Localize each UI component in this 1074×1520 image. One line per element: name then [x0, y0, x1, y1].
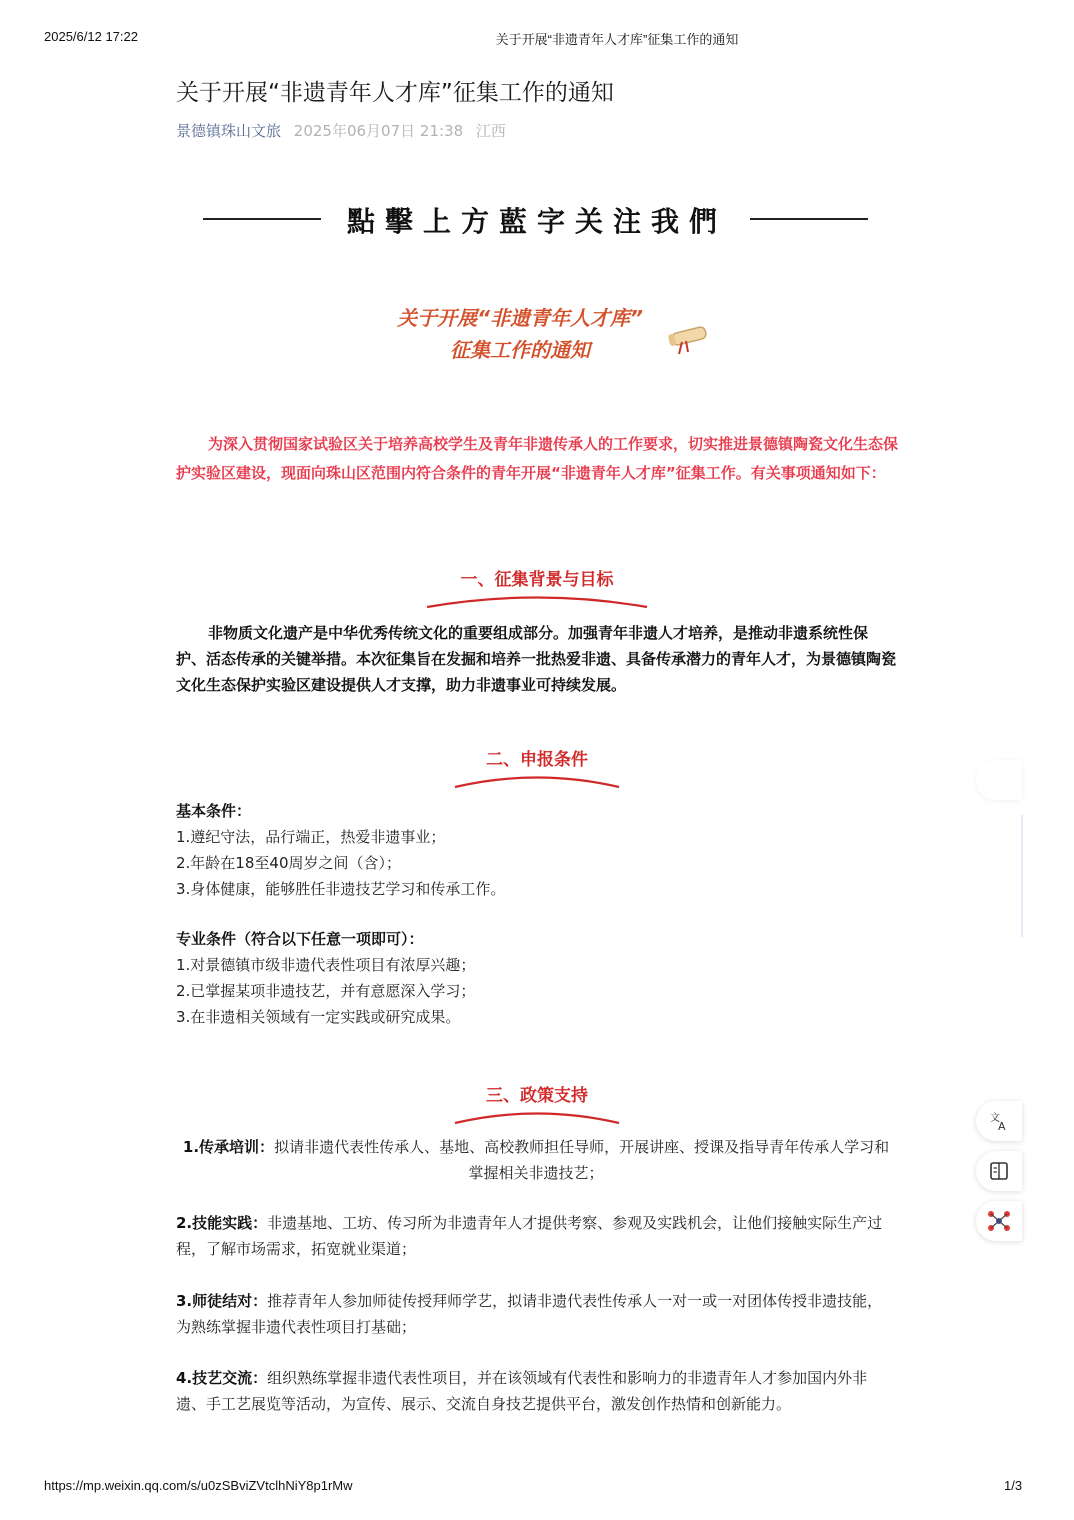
pro-conditions-label: 专业条件（符合以下任意一项即可）： — [176, 930, 424, 948]
policy-text: 拟请非遗代表性传承人、基地、高校教师担任导师，开展讲座、授课及指导青年传承人学习和掌握相关非遗技艺； — [274, 1138, 890, 1182]
author-link[interactable]: 景德镇珠山文旅 — [176, 122, 282, 140]
article-meta — [176, 120, 506, 141]
banner-subtitle-line1: 关于开展“非遗青年人才库” — [397, 306, 643, 330]
policy-item — [176, 1134, 896, 1186]
policy-item — [176, 1365, 896, 1417]
print-page-title: 关于开展“非遗青年人才库”征集工作的通知 — [495, 32, 739, 47]
section2-heading: 二、申报条件 — [486, 750, 588, 770]
list-item: 2.年龄在18至40周岁之间（含）； — [176, 854, 401, 872]
section2-underline — [453, 772, 621, 790]
policy-text: 推荐青年人参加师徒传授拜师学艺，拟请非遗代表性传承人一对一或一对团体传授非遗技能，为熟练掌握非遗代表性项目打基础； — [176, 1292, 883, 1336]
intro-paragraph: 为深入贯彻国家试验区关于培养高校学生及青年非遗传承人的工作要求，切实推进景德镇陶瓷文化生态保护实验区建设，现面向珠山区范围内符合条件的青年开展“非遗青年人才库”征集工作。有关事项通知如下： — [176, 435, 899, 482]
reader-icon — [988, 1160, 1010, 1182]
policy-label: 4.技艺交流： — [176, 1369, 268, 1387]
section1-underline — [425, 592, 649, 610]
divider-left — [203, 218, 321, 220]
share-button[interactable] — [976, 1201, 1022, 1241]
svg-text:文: 文 — [990, 1113, 1000, 1124]
banner-subtitle-line2: 征集工作的通知 — [450, 338, 590, 362]
list-item: 1.对景德镇市级非遗代表性项目有浓厚兴趣； — [176, 956, 476, 974]
section3-underline — [453, 1108, 621, 1126]
policy-text: 组织熟练掌握非遗代表性项目，并在该领域有代表性和影响力的非遗青年人才参加国内外非遗、手工艺展览等活动，为宣传、展示、交流自身技艺提供平台，激发创作热情和创新能力。 — [176, 1369, 868, 1413]
share-icon — [987, 1210, 1011, 1232]
policy-item — [176, 1288, 896, 1340]
article-title: 关于开展“非遗青年人才库”征集工作的通知 — [176, 80, 614, 106]
reader-button[interactable] — [976, 1151, 1022, 1191]
publish-location: 江西 — [475, 122, 506, 140]
policy-label: 1.传承培训： — [182, 1138, 275, 1156]
svg-text:A: A — [998, 1120, 1006, 1132]
side-tool-placeholder[interactable] — [976, 760, 1022, 800]
scrollbar[interactable] — [1021, 815, 1023, 937]
policy-label: 2.技能实践： — [176, 1214, 268, 1232]
print-datetime: 2025/6/12 17:22 — [44, 29, 138, 44]
basic-conditions-label: 基本条件： — [176, 802, 252, 820]
pro-conditions — [176, 926, 896, 1030]
section3-heading: 三、政策支持 — [486, 1086, 588, 1106]
policy-item — [176, 1210, 896, 1262]
print-page-number: 1/3 — [1004, 1478, 1023, 1493]
follow-banner: 點擊上方藍字关注我們 — [346, 205, 727, 238]
translate-icon — [988, 1110, 1010, 1132]
section1-text: 非物质文化遗产是中华优秀传统文化的重要组成部分。加强青年非遗人才培养，是推动非遗系统性保护、活态传承的关键举措。本次征集旨在发掘和培养一批热爱非遗、具备传承潜力的青年人才，为景德镇陶瓷文化生态保护实验区建设提供人才支撑，助力非遗事业可持续发展。 — [176, 624, 897, 694]
scroll-icon — [666, 322, 712, 356]
basic-conditions — [176, 798, 896, 902]
policy-label: 3.师徒结对： — [176, 1292, 268, 1310]
list-item: 2.已掌握某项非遗技艺，并有意愿深入学习； — [176, 982, 476, 1000]
section1-heading: 一、征集背景与目标 — [460, 570, 614, 590]
list-item: 1.遵纪守法，品行端正，热爱非遗事业； — [176, 828, 446, 846]
publish-date: 2025年06月07日 21:38 — [293, 122, 464, 140]
list-item: 3.身体健康，能够胜任非遗技艺学习和传承工作。 — [176, 880, 506, 898]
translate-button[interactable] — [976, 1101, 1022, 1141]
print-url: https://mp.weixin.qq.com/s/u0zSBviZVtclhNiY8p1rMw — [44, 1478, 353, 1493]
list-item: 3.在非遗相关领域有一定实践或研究成果。 — [176, 1008, 461, 1026]
divider-right — [750, 218, 868, 220]
policy-text: 非遗基地、工坊、传习所为非遗青年人才提供考察、参观及实践机会，让他们接触实际生产过程，了解市场需求，拓宽就业渠道； — [176, 1214, 883, 1258]
